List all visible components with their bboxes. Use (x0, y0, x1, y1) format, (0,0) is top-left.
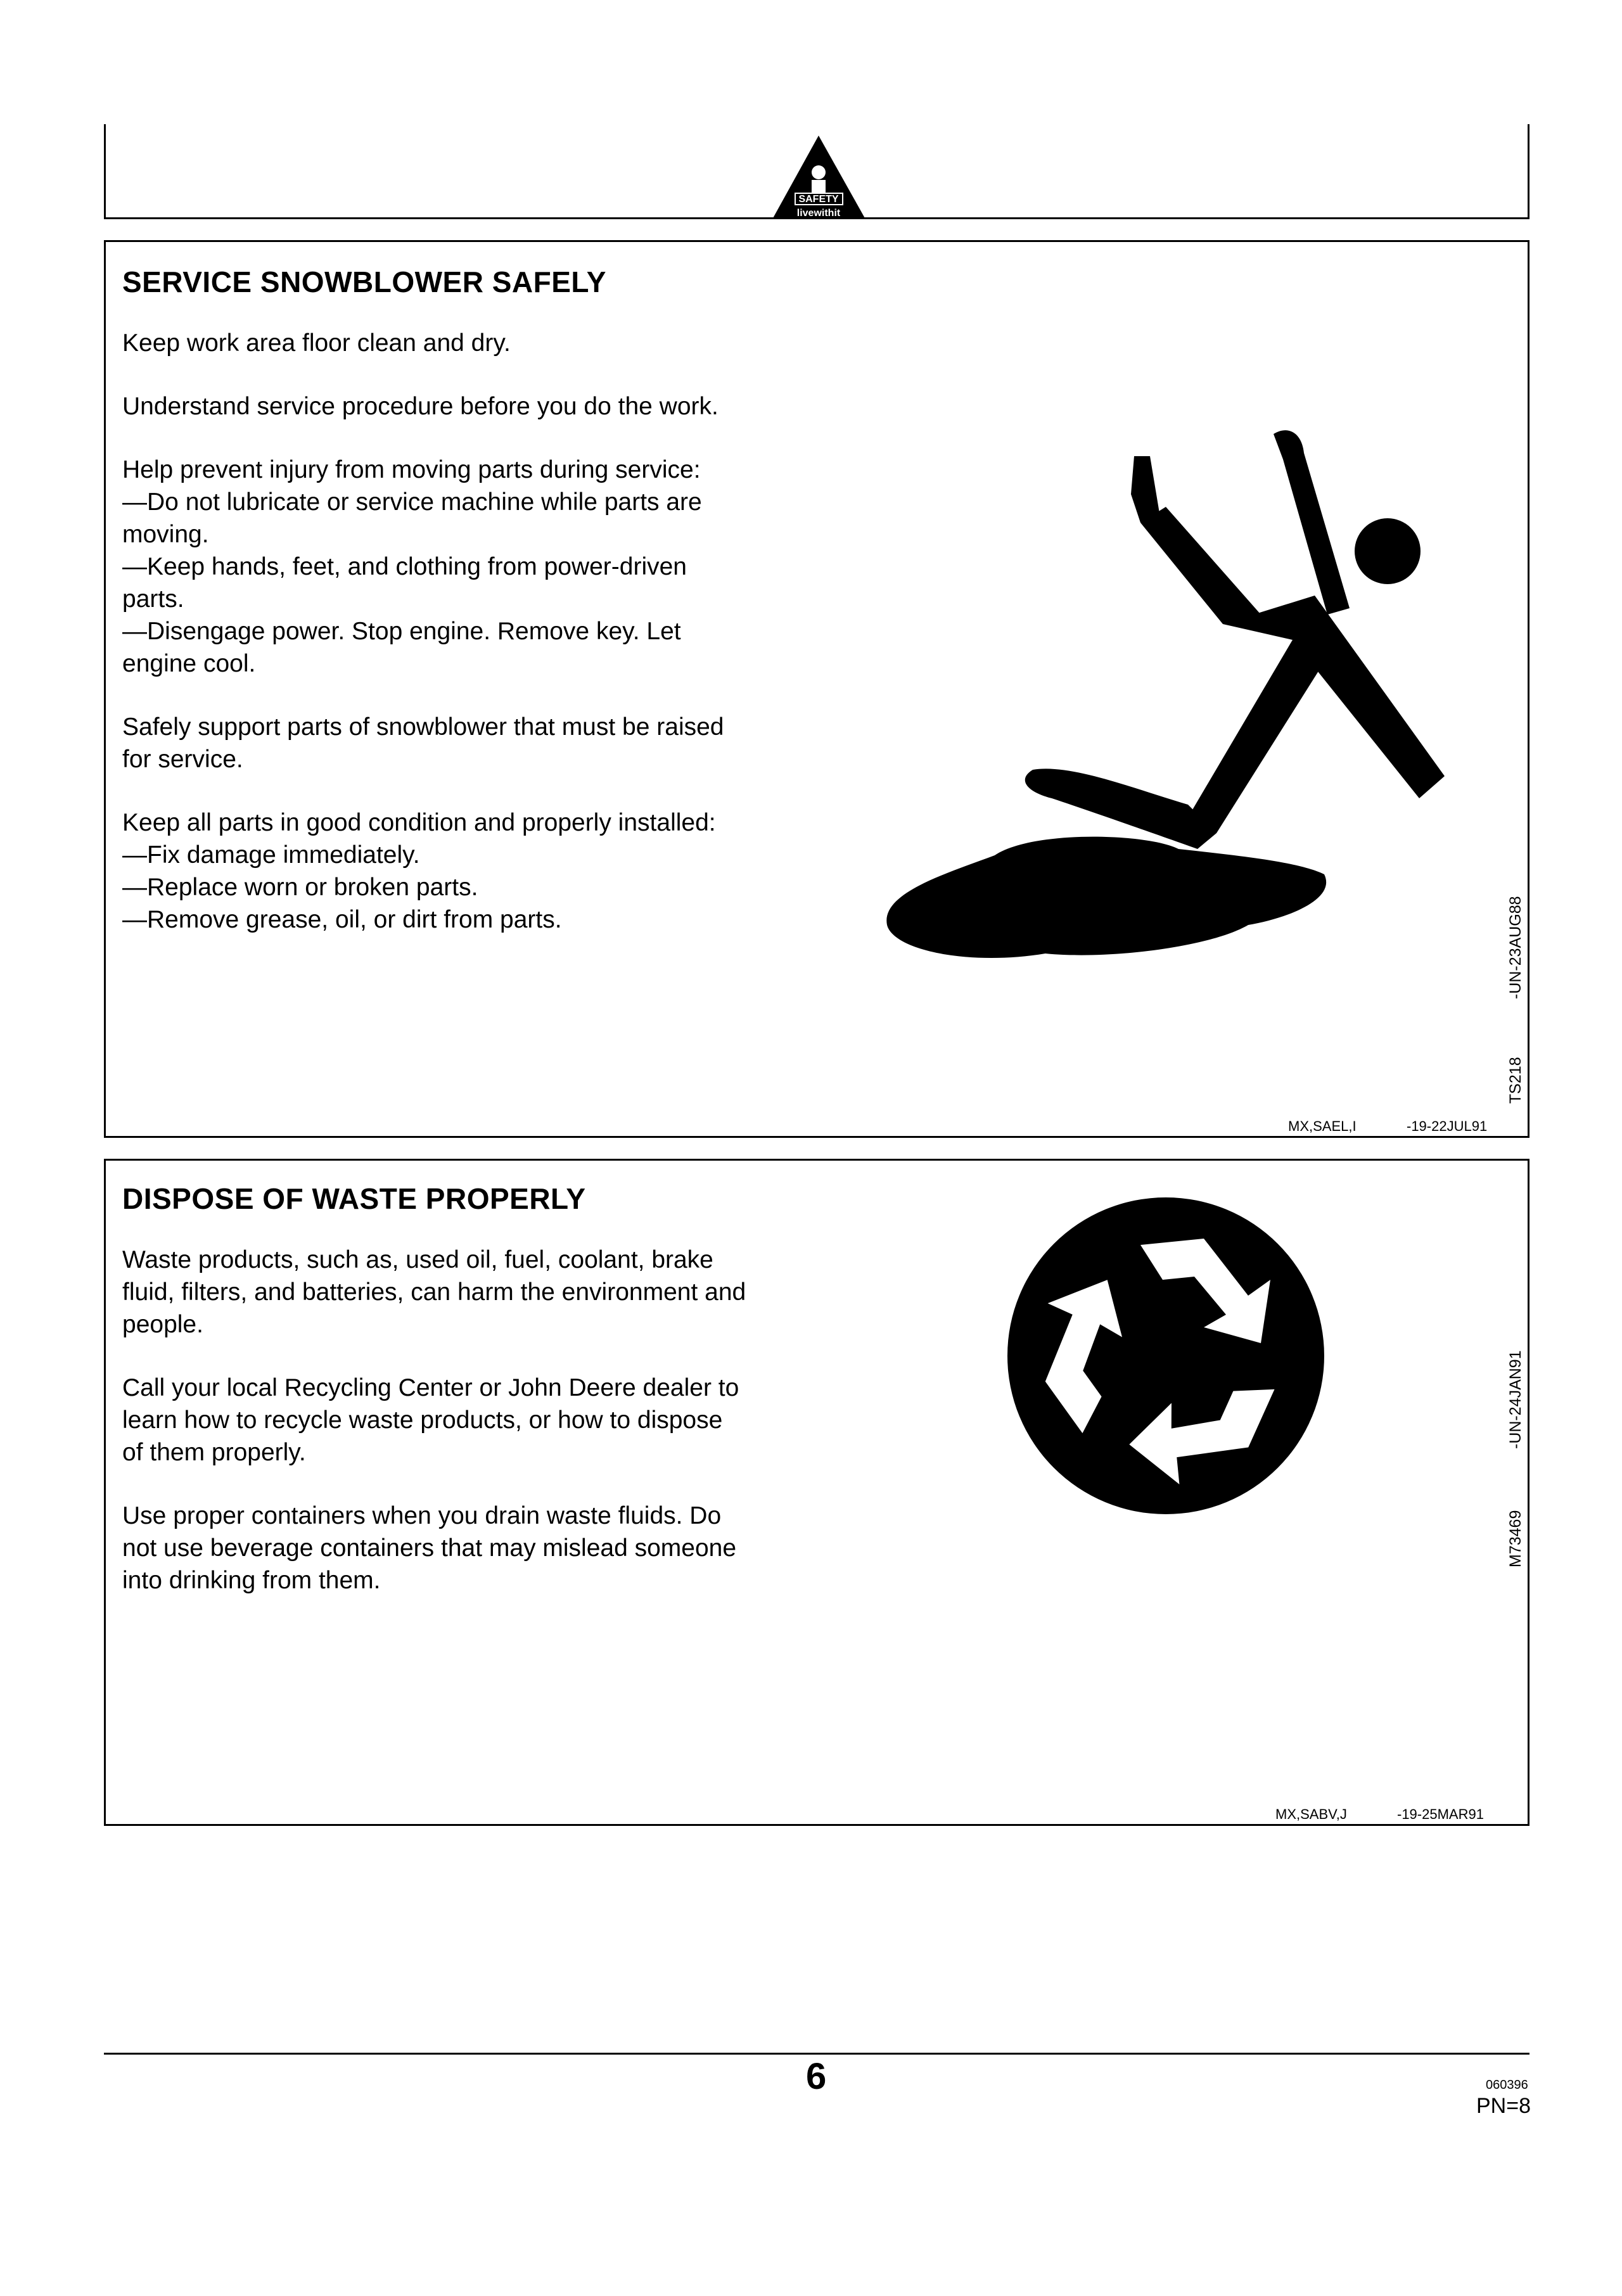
footer-code-left: MX,SABV,J (1275, 1806, 1347, 1822)
text-line: engine cool. (122, 650, 256, 677)
text-line: Safely support parts of snowblower that must be raised (122, 713, 724, 741)
figure-code-right: -UN-23AUG88 (1507, 896, 1524, 999)
footer-code-right: -19-25MAR91 (1397, 1806, 1484, 1822)
text-line: Keep all parts in good condition and properly installed: (122, 809, 716, 836)
page-pn: PN=8 (1476, 2094, 1531, 2118)
paragraph (122, 711, 724, 775)
text-line: Keep work area floor clean and dry. (122, 329, 511, 357)
slip-fall-icon (881, 418, 1470, 988)
paragraph (122, 390, 724, 423)
text-line: Use proper containers when you drain waste fluids. Do (122, 1502, 722, 1529)
text-line: into drinking from them. (122, 1567, 381, 1594)
recycle-icon (1004, 1194, 1327, 1517)
text-line: —Disengage power. Stop engine. Remove key. Let (122, 618, 681, 645)
safety-alert-icon (770, 133, 868, 222)
text-line: for service. (122, 746, 243, 773)
footer-code-right: -19-22JUL91 (1407, 1118, 1488, 1134)
figure-code-right: -UN-24JAN91 (1507, 1350, 1524, 1449)
text-line: —Remove grease, oil, or dirt from parts. (122, 906, 562, 933)
text-line: Understand service procedure before you do the work. (122, 393, 718, 420)
text-line: fluid, filters, and batteries, can harm the environment and (122, 1279, 746, 1306)
section-title: DISPOSE OF WASTE PROPERLY (122, 1182, 586, 1215)
text-line: people. (122, 1311, 203, 1338)
text-line: —Replace worn or broken parts. (122, 874, 478, 901)
figure-code-left: TS218 (1507, 1057, 1524, 1104)
paragraph (122, 807, 724, 936)
section-1-content (122, 265, 724, 967)
text-line: Help prevent injury from moving parts during service: (122, 456, 701, 483)
section-title: SERVICE SNOWBLOWER SAFELY (122, 265, 606, 298)
footer-rule (104, 2053, 1529, 2055)
paragraph (122, 1372, 746, 1469)
paragraph (122, 1244, 746, 1341)
text-line: moving. (122, 521, 209, 548)
paragraph (122, 454, 724, 680)
paragraph (122, 327, 724, 359)
document-code: 060396 (1486, 2078, 1528, 2092)
text-line: —Keep hands, feet, and clothing from power-driven (122, 553, 687, 580)
figure-code-left: M73469 (1507, 1510, 1524, 1567)
text-line: of them properly. (122, 1439, 306, 1466)
text-line: Waste products, such as, used oil, fuel, coolant, brake (122, 1246, 713, 1273)
text-line: not use beverage containers that may mislead someone (122, 1534, 737, 1562)
safety-logo-text-1: SAFETY (798, 194, 839, 205)
footer-code-left: MX,SAEL,I (1288, 1118, 1357, 1134)
page-number: 6 (806, 2056, 827, 2097)
paragraph (122, 1500, 746, 1597)
text-line: learn how to recycle waste products, or how to dispose (122, 1406, 723, 1434)
section-2-content (122, 1182, 746, 1628)
text-line: parts. (122, 585, 184, 613)
text-line: —Do not lubricate or service machine while parts are (122, 488, 702, 516)
text-line: Call your local Recycling Center or John Deere dealer to (122, 1374, 739, 1401)
text-line: —Fix damage immediately. (122, 841, 420, 869)
safety-logo-text-2: livewithit (796, 208, 841, 219)
